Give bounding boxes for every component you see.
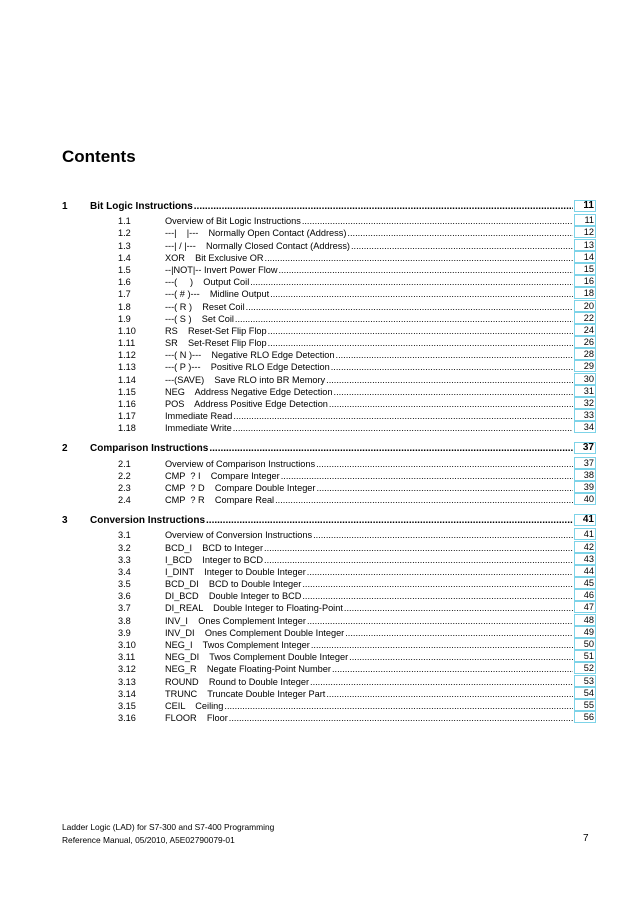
toc-entry-number: 1.5 (118, 264, 131, 275)
toc-entry-number: 3.13 (118, 676, 136, 687)
toc-page-link[interactable]: 12 (574, 226, 596, 238)
toc-entry-number: 3.3 (118, 554, 131, 565)
toc-entry-title[interactable]: BCD_I BCD to Integer (165, 542, 264, 553)
dot-leader (331, 362, 573, 372)
toc-page-link[interactable]: 54 (574, 687, 596, 699)
dot-leader (209, 443, 573, 454)
dot-leader (336, 350, 573, 360)
toc-section[interactable] (62, 699, 596, 711)
toc-entry-number: 3.16 (118, 713, 136, 724)
toc-section[interactable] (62, 360, 596, 372)
toc-page-link[interactable]: 30 (574, 373, 596, 385)
dot-leader (268, 326, 573, 336)
toc-page-link[interactable]: 28 (574, 348, 596, 360)
toc-section[interactable] (62, 528, 596, 540)
dot-leader (345, 628, 573, 638)
toc-section[interactable] (62, 565, 596, 577)
toc-entry-number: 3.4 (118, 566, 131, 577)
toc-entry-title[interactable]: Immediate Read (165, 411, 233, 422)
toc-section[interactable] (62, 409, 596, 421)
dot-leader (275, 495, 573, 505)
toc-section[interactable] (62, 650, 596, 662)
toc-entry-title[interactable]: ---(SAVE) Save RLO into BR Memory (165, 374, 326, 385)
dot-leader (265, 253, 573, 263)
dot-leader (344, 603, 573, 613)
toc-entry-number: 1.11 (118, 338, 136, 349)
toc-entry-title[interactable]: INV_I Ones Complement Integer (165, 615, 306, 626)
toc-section[interactable] (62, 469, 596, 481)
dot-leader (326, 375, 573, 385)
toc-page-link[interactable]: 24 (574, 324, 596, 336)
page-title: Contents (62, 147, 136, 166)
toc-page-link[interactable]: 45 (574, 577, 596, 589)
toc-entry-title[interactable]: ---| / |--- Normally Closed Contact (Address) (165, 240, 350, 251)
dot-leader (268, 338, 573, 348)
toc-page-link[interactable]: 18 (574, 287, 596, 299)
toc-page-link[interactable]: 15 (574, 263, 596, 275)
toc-entry-number: 3.15 (118, 700, 136, 711)
toc-entry-number: 3.8 (118, 615, 131, 626)
toc-page-link[interactable]: 26 (574, 336, 596, 348)
toc-section[interactable] (62, 662, 596, 674)
table-of-contents (62, 195, 596, 723)
toc-section[interactable] (62, 711, 596, 723)
dot-leader (302, 591, 573, 601)
dot-leader (316, 483, 573, 493)
toc-section[interactable] (62, 251, 596, 263)
toc-entry-title[interactable]: FLOOR Floor (165, 713, 228, 724)
toc-section[interactable] (62, 385, 596, 397)
dot-leader (307, 616, 573, 626)
dot-leader (326, 689, 573, 699)
toc-section[interactable] (62, 577, 596, 589)
toc-entry-title[interactable]: POS Address Positive Edge Detection (165, 399, 328, 409)
toc-entry-number: 2.2 (118, 470, 131, 481)
toc-entry-number: 1.4 (118, 252, 131, 263)
toc-section[interactable] (62, 456, 596, 468)
dot-leader (349, 652, 573, 662)
dot-leader (351, 241, 573, 251)
toc-section[interactable] (62, 553, 596, 565)
toc-entry-number: 1.8 (118, 301, 131, 312)
toc-section[interactable] (62, 238, 596, 250)
toc-section[interactable] (62, 674, 596, 686)
toc-section[interactable] (62, 687, 596, 699)
dot-leader (302, 216, 573, 226)
toc-entry-title[interactable]: I_BCD Integer to BCD (165, 554, 264, 565)
toc-page-link[interactable]: 42 (574, 541, 596, 553)
dot-leader (302, 579, 573, 589)
toc-entry-number: 3 (62, 515, 68, 527)
toc-entry-title[interactable]: Comparison Instructions (90, 443, 209, 455)
toc-entry-number: 3.1 (118, 530, 131, 541)
toc-entry-title[interactable]: BCD_DI BCD to Double Integer (165, 579, 302, 590)
toc-page-link[interactable]: 37 (574, 457, 596, 469)
dot-leader (307, 567, 573, 577)
toc-page-link[interactable]: 11 (574, 200, 596, 212)
toc-entry-number: 1.2 (118, 228, 131, 239)
toc-section[interactable] (62, 226, 596, 238)
dot-leader (334, 387, 573, 397)
toc-page-link[interactable]: 41 (574, 528, 596, 540)
dot-leader (329, 399, 573, 409)
footer-line-1: Ladder Logic (LAD) for S7-300 and S7-400 Programming (62, 822, 275, 832)
toc-page-link[interactable]: 55 (574, 699, 596, 711)
toc-entry-title[interactable]: CMP ? R Compare Real (165, 495, 275, 506)
toc-page-link[interactable]: 43 (574, 553, 596, 565)
toc-page-link[interactable]: 16 (574, 275, 596, 287)
dot-leader (313, 530, 573, 540)
toc-section[interactable] (62, 626, 596, 638)
toc-entry-title[interactable]: Overview of Comparison Instructions (165, 458, 316, 469)
toc-entry-number: 3.5 (118, 579, 131, 590)
toc-entry-title[interactable]: DI_REAL Double Integer to Floating-Point (165, 603, 343, 614)
dot-leader (224, 701, 573, 711)
toc-page-link[interactable]: 31 (574, 385, 596, 397)
toc-entry-number: 3.14 (118, 688, 136, 699)
toc-page-link[interactable]: 52 (574, 662, 596, 674)
toc-page-link[interactable]: 46 (574, 589, 596, 601)
dot-leader (229, 713, 573, 723)
toc-entry-title[interactable]: ---| |--- Normally Open Contact (Address) (165, 228, 347, 239)
dot-leader (310, 677, 573, 687)
toc-entry-title[interactable]: DI_BCD Double Integer to BCD (165, 591, 302, 602)
footer (62, 821, 274, 847)
toc-entry-number: 1.13 (118, 362, 136, 373)
toc-page-link[interactable]: 39 (574, 481, 596, 493)
toc-section[interactable] (62, 336, 596, 348)
dot-leader (250, 277, 573, 287)
toc-entry-title[interactable]: ---( N )--- Negative RLO Edge Detection (165, 350, 335, 361)
toc-page-link[interactable]: 20 (574, 300, 596, 312)
toc-page-link[interactable]: 29 (574, 360, 596, 372)
toc-chapter[interactable] (62, 437, 596, 454)
toc-entry-number: 1.17 (118, 411, 136, 422)
toc-entry-title[interactable]: NEG_I Twos Complement Integer (165, 640, 310, 650)
toc-section[interactable] (62, 613, 596, 625)
toc-section[interactable] (62, 481, 596, 493)
toc-entry-title[interactable]: ---( R ) Reset Coil (165, 301, 245, 312)
toc-entry-title[interactable]: INV_DI Ones Complement Double Integer (165, 627, 345, 638)
toc-entry-number: 3.11 (118, 652, 136, 663)
toc-entry-title[interactable]: Overview of Bit Logic Instructions (165, 216, 301, 227)
toc-entry-number: 1.9 (118, 313, 131, 324)
dot-leader (235, 314, 573, 324)
toc-section[interactable] (62, 397, 596, 409)
toc-page-link[interactable]: 44 (574, 565, 596, 577)
toc-page-link[interactable]: 48 (574, 614, 596, 626)
toc-section[interactable] (62, 638, 596, 650)
toc-chapter[interactable] (62, 509, 596, 526)
toc-entry-number: 1.12 (118, 350, 136, 361)
toc-page-link[interactable]: 37 (574, 442, 596, 454)
toc-entry-number: 3.10 (118, 640, 136, 650)
toc-section[interactable] (62, 312, 596, 324)
toc-entry-title[interactable]: NEG_R Negate Floating-Point Number (165, 664, 331, 675)
toc-entry-number: 1.14 (118, 374, 136, 385)
toc-page-link[interactable]: 32 (574, 397, 596, 409)
toc-entry-title[interactable]: NEG Address Negative Edge Detection (165, 386, 333, 397)
toc-entry-title[interactable]: ---( ) Output Coil (165, 277, 250, 288)
toc-entry-title[interactable]: Overview of Conversion Instructions (165, 530, 313, 541)
toc-page-link[interactable]: 34 (574, 421, 596, 433)
toc-section[interactable] (62, 601, 596, 613)
toc-entry-number: 1.16 (118, 399, 136, 409)
toc-entry-title[interactable]: RS Reset-Set Flip Flop (165, 325, 267, 336)
toc-entry-title[interactable]: I_DINT Integer to Double Integer (165, 566, 306, 577)
dot-leader (264, 543, 573, 553)
dot-leader (233, 423, 573, 433)
toc-page-link[interactable]: 41 (574, 514, 596, 526)
dot-leader (281, 471, 573, 481)
toc-entry-number: 1.6 (118, 277, 131, 288)
toc-section[interactable] (62, 324, 596, 336)
toc-entry-title[interactable]: ---( S ) Set Coil (165, 313, 234, 324)
toc-section[interactable] (62, 299, 596, 311)
dot-leader (270, 289, 573, 299)
toc-page-link[interactable]: 49 (574, 626, 596, 638)
toc-page-link[interactable]: 56 (574, 711, 596, 723)
toc-entry-title[interactable]: ---( P )--- Positive RLO Edge Detection (165, 362, 330, 373)
toc-entry-title[interactable]: Bit Logic Instructions (90, 201, 193, 212)
dot-leader (311, 640, 573, 650)
toc-section[interactable] (62, 493, 596, 505)
toc-section[interactable] (62, 348, 596, 360)
dot-leader (246, 302, 573, 312)
toc-entry-number: 2.4 (118, 495, 131, 506)
toc-page-link[interactable]: 51 (574, 650, 596, 662)
dot-leader (264, 555, 573, 565)
toc-entry-number: 2.3 (118, 482, 131, 493)
toc-entry-number: 1.15 (118, 386, 136, 397)
toc-entry-number: 3.9 (118, 627, 131, 638)
toc-page-link[interactable]: 11 (574, 214, 596, 226)
toc-entry-title[interactable]: --|NOT|-- Invert Power Flow (165, 264, 278, 275)
toc-entry-title[interactable]: XOR Bit Exclusive OR (165, 252, 264, 263)
toc-entry-number: 3.12 (118, 664, 136, 675)
dot-leader (332, 664, 573, 674)
toc-entry-title[interactable]: Conversion Instructions (90, 515, 206, 527)
toc-section[interactable] (62, 540, 596, 552)
toc-section[interactable] (62, 263, 596, 275)
toc-page-link[interactable]: 47 (574, 601, 596, 613)
toc-page-link[interactable]: 33 (574, 409, 596, 421)
toc-section[interactable] (62, 287, 596, 299)
toc-entry-title[interactable]: CEIL Ceiling (165, 700, 224, 711)
toc-entry-number: 3.2 (118, 542, 131, 553)
toc-section[interactable] (62, 589, 596, 601)
dot-leader (233, 411, 573, 421)
page-number: 7 (583, 833, 589, 844)
toc-entry-number: 3.6 (118, 591, 131, 602)
toc-entry-number: 2.1 (118, 458, 131, 469)
toc-section[interactable] (62, 421, 596, 433)
toc-entry-number: 1.3 (118, 240, 131, 251)
toc-entry-number: 3.7 (118, 603, 131, 614)
dot-leader (194, 201, 573, 212)
toc-page-link[interactable]: 38 (574, 469, 596, 481)
toc-entry-title[interactable]: Immediate Write (165, 423, 232, 434)
toc-section[interactable] (62, 372, 596, 384)
toc-page-link[interactable]: 14 (574, 251, 596, 263)
toc-entry-number: 1 (62, 201, 68, 212)
toc-page-link[interactable]: 22 (574, 312, 596, 324)
toc-page-link[interactable]: 40 (574, 493, 596, 505)
toc-chapter[interactable] (62, 195, 596, 212)
dot-leader (347, 228, 573, 238)
dot-leader (316, 459, 573, 469)
toc-entry-number: 1.7 (118, 289, 131, 300)
dot-leader (278, 265, 573, 275)
toc-entry-number: 1.18 (118, 423, 136, 434)
toc-entry-number: 2 (62, 443, 68, 455)
toc-page-link[interactable]: 50 (574, 638, 596, 650)
toc-entry-number: 1.1 (118, 216, 131, 227)
footer-line-2: Reference Manual, 05/2010, A5E02790079-01 (62, 835, 235, 845)
toc-page-link[interactable]: 13 (574, 239, 596, 251)
toc-section[interactable] (62, 214, 596, 226)
toc-entry-title[interactable]: CMP ? D Compare Double Integer (165, 482, 316, 493)
toc-page-link[interactable]: 53 (574, 675, 596, 687)
toc-entry-title[interactable]: ---( # )--- Midline Output (165, 289, 270, 300)
toc-entry-title[interactable]: TRUNC Truncate Double Integer Part (165, 688, 326, 699)
toc-section[interactable] (62, 275, 596, 287)
toc-entry-title[interactable]: CMP ? I Compare Integer (165, 470, 280, 481)
toc-entry-number: 1.10 (118, 325, 136, 336)
toc-entry-title[interactable]: ROUND Round to Double Integer (165, 676, 310, 687)
toc-entry-title[interactable]: NEG_DI Twos Complement Double Integer (165, 652, 349, 663)
dot-leader (206, 515, 573, 526)
toc-entry-title[interactable]: SR Set-Reset Flip Flop (165, 338, 267, 349)
